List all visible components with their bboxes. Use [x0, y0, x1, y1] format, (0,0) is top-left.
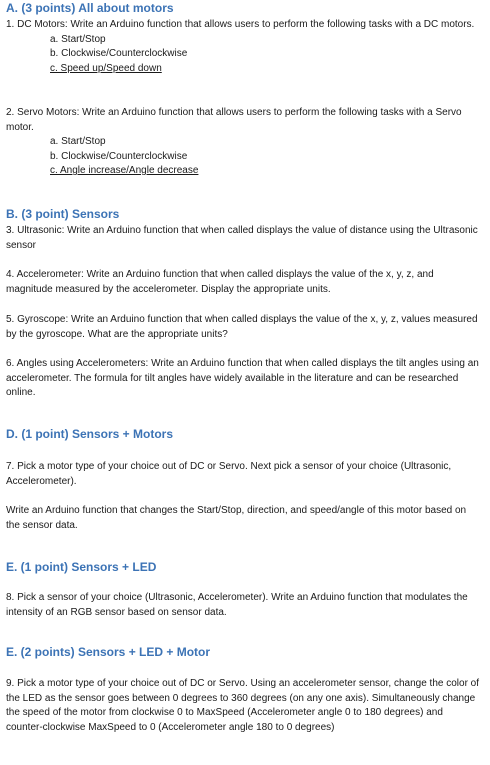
question-8: 8. Pick a sensor of your choice (Ultrasonic, Accelerometer). Write an Arduino function that modulates the intensity of an RGB sensor based on sensor data. — [6, 592, 468, 618]
question-5-block — [6, 313, 482, 342]
question-6-block — [6, 357, 482, 401]
question-7-block — [6, 460, 482, 489]
question-8-block — [6, 591, 482, 620]
section-e1-heading: E. (1 point) Sensors + LED — [6, 560, 157, 574]
section-d — [6, 427, 482, 442]
q2-item-a: a. Start/Stop — [50, 136, 106, 147]
section-b-heading: B. (3 point) Sensors — [6, 207, 120, 221]
q2-item-b: b. Clockwise/Counterclockwise — [50, 150, 188, 162]
section-b — [6, 207, 482, 253]
question-7: 7. Pick a motor type of your choice out of DC or Servo. Next pick a sensor of your choice (Ultrasonic, Accelerometer). — [6, 461, 452, 487]
section-a-heading: A. (3 points) All about motors — [6, 1, 174, 15]
question-3: 3. Ultrasonic: Write an Arduino function that when called displays the value of distance using the Ultrasonic sensor — [6, 225, 478, 251]
question-7-task: Write an Arduino function that changes the Start/Stop, direction, and speed/angle of this motor based on the sensor data. — [6, 505, 467, 531]
section-d-heading: D. (1 point) Sensors + Motors — [6, 427, 174, 441]
q1-item-b: b. Clockwise/Counterclockwise — [50, 48, 188, 59]
q1-item-c: c. Speed up/Speed down — [50, 62, 162, 74]
question-4: 4. Accelerometer: Write an Arduino function that when called displays the value of the x, y, z, and magnitude measured by the accelerometer. Display the appropriate units. — [6, 269, 434, 295]
section-a-q2 — [6, 106, 482, 179]
q2-item-c: c. Angle increase/Angle decrease — [50, 165, 199, 176]
section-e2 — [6, 645, 482, 660]
section-e1 — [6, 560, 482, 575]
question-4-block — [6, 268, 482, 297]
question-9-block — [6, 677, 482, 735]
question-1: 1. DC Motors: Write an Arduino function that allows users to perform the following tasks with a DC motors. — [6, 19, 475, 30]
question-9: 9. Pick a motor type of your choice out of DC or Servo. Using an accelerometer sensor, change the color of the LED as the sensor goes between 0 degrees to 360 degrees (on any one axis). Simultaneously change the speed of the motor from clockwise 0 to MaxSpeed (Accelerometer angle 0 to 180 degrees) and counter-clockwise MaxSpeed to 0 (Accelerometer angle 180 to 0 degrees) — [6, 678, 480, 733]
question-6: 6. Angles using Accelerometers: Write an Arduino function that when called displays the tilt angles using an accelerometer. The formula for tilt angles have widely available in the literature and can be researched online. — [6, 358, 479, 398]
question-7b-block — [6, 504, 482, 533]
question-5: 5. Gyroscope: Write an Arduino function that when called displays the value of the x, y, z, values measured by the gyroscope. What are the appropriate units? — [6, 314, 478, 340]
question-2: 2. Servo Motors: Write an Arduino function that allows users to perform the following tasks with a Servo motor. — [6, 107, 462, 133]
q1-item-a: a. Start/Stop — [50, 33, 106, 45]
section-a — [6, 1, 482, 76]
section-e2-heading: E. (2 points) Sensors + LED + Motor — [6, 645, 211, 659]
